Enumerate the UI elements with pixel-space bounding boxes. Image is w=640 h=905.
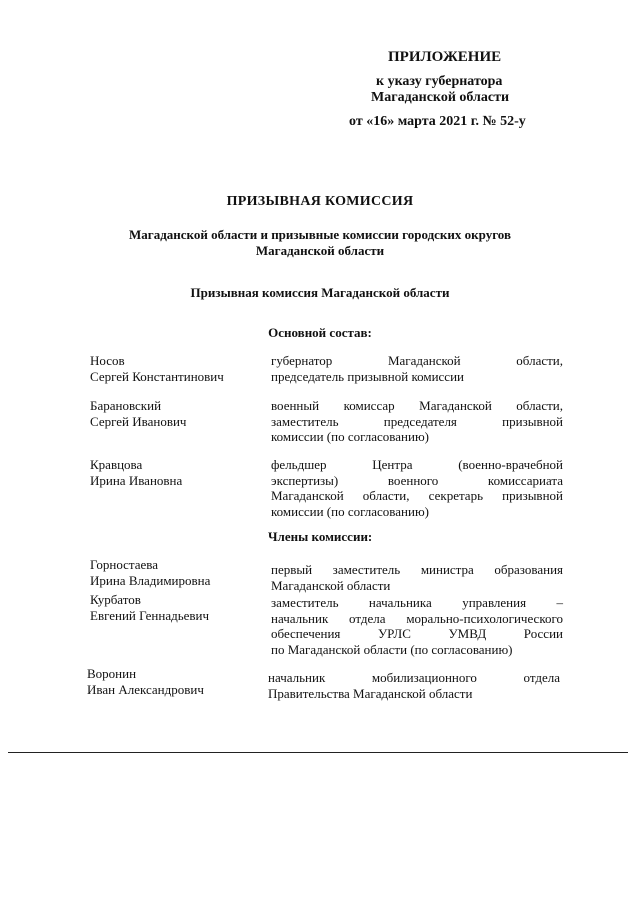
role-line: комиссии (по согласованию) (271, 503, 429, 519)
member-name (90, 557, 260, 588)
section-title: Призывная комиссия Магаданской области (190, 285, 450, 300)
role-line: заместитель председателя призывной (271, 413, 563, 429)
member-surname: Горностаева (90, 557, 159, 572)
document-title: ПРИЗЫВНАЯ КОМИССИЯ (226, 194, 414, 209)
member-name (87, 666, 257, 697)
role-line: начальник мобилизационного отдела (268, 670, 560, 685)
appendix-label: ПРИЛОЖЕНИЕ (388, 49, 502, 65)
member-role (271, 353, 563, 384)
member-name (90, 457, 260, 488)
member-role (271, 562, 563, 593)
member-role (271, 457, 563, 519)
role-line: по Магаданской области (по согласованию) (271, 641, 513, 657)
role-line: первый заместитель министра образования (271, 562, 563, 577)
member-surname: Кравцова (90, 457, 143, 472)
role-line: комиссии (по согласованию) (271, 429, 429, 444)
member-given-names: Иван Александрович (87, 681, 204, 697)
member-surname: Воронин (87, 666, 137, 681)
member-given-names: Сергей Иванович (90, 413, 187, 429)
member-name (90, 353, 260, 384)
member-surname: Курбатов (90, 592, 141, 607)
role-line: начальник отдела морально-психологического (271, 610, 563, 626)
member-given-names: Евгений Геннадьевич (90, 607, 210, 623)
role-line: Правительства Магаданской области (268, 685, 473, 701)
role-line: фельдшер Центра (военно-врачебной (271, 457, 563, 472)
main-composition-heading: Основной состав: (268, 325, 372, 340)
role-line: председатель призывной комиссии (271, 368, 464, 384)
appendix-decree: к указу губернатора (376, 74, 503, 89)
role-line: заместитель начальника управления – (271, 595, 563, 610)
page-divider (8, 752, 628, 753)
appendix-region: Магаданской области (371, 90, 510, 105)
member-given-names: Ирина Владимировна (90, 572, 211, 588)
document-subtitle-line2: Магаданской области (255, 243, 385, 258)
member-role (268, 670, 560, 701)
member-given-names: Сергей Константинович (90, 368, 224, 384)
member-name (90, 398, 260, 429)
role-line: экспертизы) военного комиссариата (271, 472, 563, 488)
commission-members-heading: Члены комиссии: (268, 529, 373, 544)
role-line: обеспечения УРЛС УМВД России (271, 626, 563, 641)
member-surname: Носов (90, 353, 125, 368)
appendix-date-number: от «16» марта 2021 г. № 52-у (349, 114, 526, 129)
member-given-names: Ирина Ивановна (90, 472, 183, 488)
member-role (271, 595, 563, 657)
role-line: военный комиссар Магаданской области, (271, 398, 563, 413)
document-subtitle-line1: Магаданской области и призывные комиссии городских округов (129, 227, 511, 242)
role-line: Магаданской области, секретарь призывной (271, 488, 563, 503)
role-line: Магаданской области (271, 577, 391, 593)
member-name (90, 592, 260, 623)
member-role (271, 398, 563, 445)
role-line: губернатор Магаданской области, (271, 353, 563, 368)
member-surname: Барановский (90, 398, 162, 413)
